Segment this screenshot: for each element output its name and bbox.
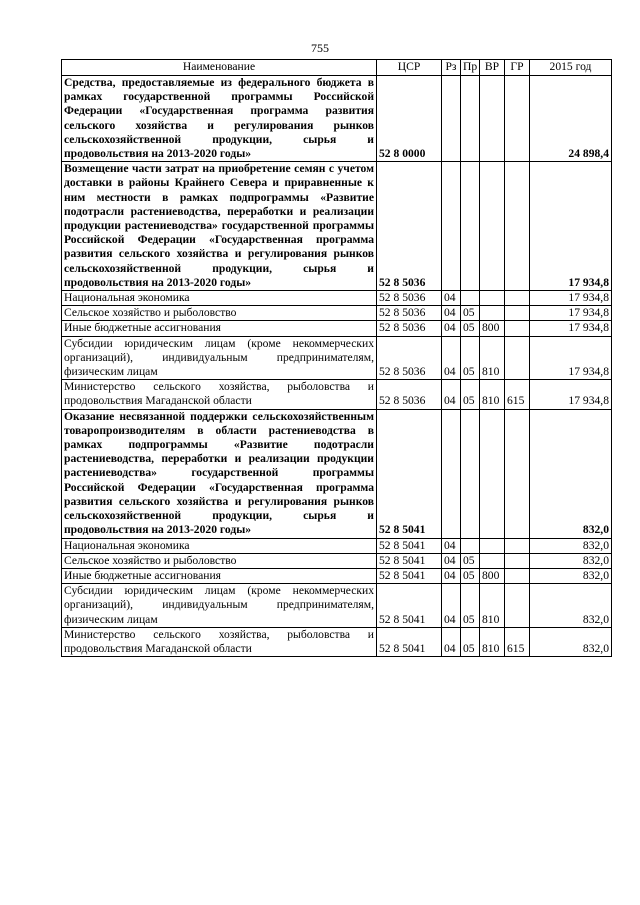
row-pr: 05 xyxy=(461,306,480,321)
table-row xyxy=(62,291,612,306)
row-name: Субсидии юридическим лицам (кроме некоммерческих организаций), индивидуальным предпринимателям, физическим лицам xyxy=(62,584,377,628)
row-gr xyxy=(505,568,530,583)
row-rz: 04 xyxy=(442,538,461,553)
row-gr xyxy=(505,336,530,380)
row-pr: 05 xyxy=(461,584,480,628)
row-gr: 615 xyxy=(505,380,530,409)
row-amount: 17 934,8 xyxy=(530,336,612,380)
row-gr xyxy=(505,584,530,628)
row-csr: 52 8 5041 xyxy=(377,553,442,568)
table-row xyxy=(62,409,612,538)
row-csr: 52 8 5036 xyxy=(377,162,442,291)
row-rz: 04 xyxy=(442,584,461,628)
row-csr: 52 8 5036 xyxy=(377,336,442,380)
row-name: Иные бюджетные ассигнования xyxy=(62,321,377,336)
row-vr: 810 xyxy=(480,627,505,656)
row-vr xyxy=(480,162,505,291)
row-gr xyxy=(505,321,530,336)
row-amount: 832,0 xyxy=(530,553,612,568)
row-gr xyxy=(505,162,530,291)
page-number: 755 xyxy=(311,41,329,55)
header-year: 2015 год xyxy=(530,60,612,76)
row-name: Субсидии юридическим лицам (кроме некоммерческих организаций), индивидуальным предпринимателям, физическим лицам xyxy=(62,336,377,380)
table-row xyxy=(62,584,612,628)
row-amount: 832,0 xyxy=(530,568,612,583)
header-name: Наименование xyxy=(62,60,377,76)
row-vr xyxy=(480,306,505,321)
row-csr: 52 8 5041 xyxy=(377,584,442,628)
row-vr: 800 xyxy=(480,568,505,583)
row-pr xyxy=(461,162,480,291)
header-pr: Пр xyxy=(461,60,480,76)
row-rz xyxy=(442,76,461,162)
row-pr: 05 xyxy=(461,380,480,409)
row-csr: 52 8 5036 xyxy=(377,321,442,336)
row-rz: 04 xyxy=(442,336,461,380)
row-pr xyxy=(461,291,480,306)
row-gr: 615 xyxy=(505,627,530,656)
row-amount: 17 934,8 xyxy=(530,306,612,321)
row-csr: 52 8 0000 xyxy=(377,76,442,162)
row-rz: 04 xyxy=(442,321,461,336)
header-vr: ВР xyxy=(480,60,505,76)
table-row xyxy=(62,627,612,656)
row-pr xyxy=(461,409,480,538)
row-name: Оказание несвязанной поддержки сельскохозяйственным товаропроизводителям в области растениеводства в рамках подпрограммы «Развитие подотрасли растениеводства, переработки и реализации продукции растениеводства» государственной программы Российской Федерации «Государственная программа развития сельского хозяйства и регулирования рынков сельскохозяйственной продукции, сырья и продовольствия на 2013-2020 годы» xyxy=(62,409,377,538)
table-row xyxy=(62,538,612,553)
row-name: Министерство сельского хозяйства, рыболовства и продовольствия Магаданской области xyxy=(62,627,377,656)
row-rz xyxy=(442,409,461,538)
row-name: Возмещение части затрат на приобретение семян с учетом доставки в районы Крайнего Севера и приравненные к ним местности в рамках подпрограммы «Развитие подотрасли растениеводства, переработки и реализации продукции растениеводства» государственной программы Российской Федерации «Государственная программа развития сельского хозяйства и регулирования рынков сельскохозяйственной продукции, сырья и продовольствия на 2013-2020 годы» xyxy=(62,162,377,291)
header-csr: ЦСР xyxy=(377,60,442,76)
row-vr: 810 xyxy=(480,380,505,409)
row-rz xyxy=(442,162,461,291)
row-vr xyxy=(480,76,505,162)
row-gr xyxy=(505,553,530,568)
table-row xyxy=(62,162,612,291)
row-vr xyxy=(480,538,505,553)
row-name: Иные бюджетные ассигнования xyxy=(62,568,377,583)
row-gr xyxy=(505,291,530,306)
row-pr: 05 xyxy=(461,553,480,568)
row-amount: 832,0 xyxy=(530,409,612,538)
row-rz: 04 xyxy=(442,627,461,656)
row-csr: 52 8 5036 xyxy=(377,291,442,306)
row-vr: 800 xyxy=(480,321,505,336)
row-name: Сельское хозяйство и рыболовство xyxy=(62,553,377,568)
table-row xyxy=(62,380,612,409)
row-csr: 52 8 5041 xyxy=(377,538,442,553)
row-csr: 52 8 5041 xyxy=(377,568,442,583)
row-rz: 04 xyxy=(442,306,461,321)
row-csr: 52 8 5036 xyxy=(377,380,442,409)
row-name: Национальная экономика xyxy=(62,291,377,306)
row-rz: 04 xyxy=(442,380,461,409)
row-amount: 17 934,8 xyxy=(530,380,612,409)
row-amount: 832,0 xyxy=(530,627,612,656)
row-rz: 04 xyxy=(442,568,461,583)
table-row xyxy=(62,306,612,321)
row-csr: 52 8 5036 xyxy=(377,306,442,321)
row-rz: 04 xyxy=(442,291,461,306)
row-pr: 05 xyxy=(461,321,480,336)
header-rz: Рз xyxy=(442,60,461,76)
row-pr: 05 xyxy=(461,627,480,656)
row-vr xyxy=(480,291,505,306)
table-row xyxy=(62,76,612,162)
row-name: Сельское хозяйство и рыболовство xyxy=(62,306,377,321)
row-name: Министерство сельского хозяйства, рыболовства и продовольствия Магаданской области xyxy=(62,380,377,409)
row-csr: 52 8 5041 xyxy=(377,409,442,538)
row-csr: 52 8 5041 xyxy=(377,627,442,656)
row-amount: 832,0 xyxy=(530,538,612,553)
budget-table xyxy=(61,59,612,657)
table-row xyxy=(62,321,612,336)
row-vr: 810 xyxy=(480,584,505,628)
table-header-row xyxy=(62,60,612,76)
row-vr xyxy=(480,553,505,568)
row-amount: 832,0 xyxy=(530,584,612,628)
row-name: Средства, предоставляемые из федерального бюджета в рамках государственной программы Российской Федерации «Государственная программа развития сельского хозяйства и регулирования рынков сельскохозяйственной продукции, сырья и продовольствия на 2013-2020 годы» xyxy=(62,76,377,162)
header-gr: ГР xyxy=(505,60,530,76)
row-gr xyxy=(505,409,530,538)
row-vr xyxy=(480,409,505,538)
table-row xyxy=(62,553,612,568)
row-gr xyxy=(505,306,530,321)
row-gr xyxy=(505,76,530,162)
row-rz: 04 xyxy=(442,553,461,568)
row-amount: 24 898,4 xyxy=(530,76,612,162)
row-amount: 17 934,8 xyxy=(530,321,612,336)
row-pr xyxy=(461,76,480,162)
row-amount: 17 934,8 xyxy=(530,291,612,306)
row-name: Национальная экономика xyxy=(62,538,377,553)
table-row xyxy=(62,336,612,380)
row-pr: 05 xyxy=(461,568,480,583)
table-row xyxy=(62,568,612,583)
row-amount: 17 934,8 xyxy=(530,162,612,291)
row-pr xyxy=(461,538,480,553)
row-pr: 05 xyxy=(461,336,480,380)
row-vr: 810 xyxy=(480,336,505,380)
row-gr xyxy=(505,538,530,553)
